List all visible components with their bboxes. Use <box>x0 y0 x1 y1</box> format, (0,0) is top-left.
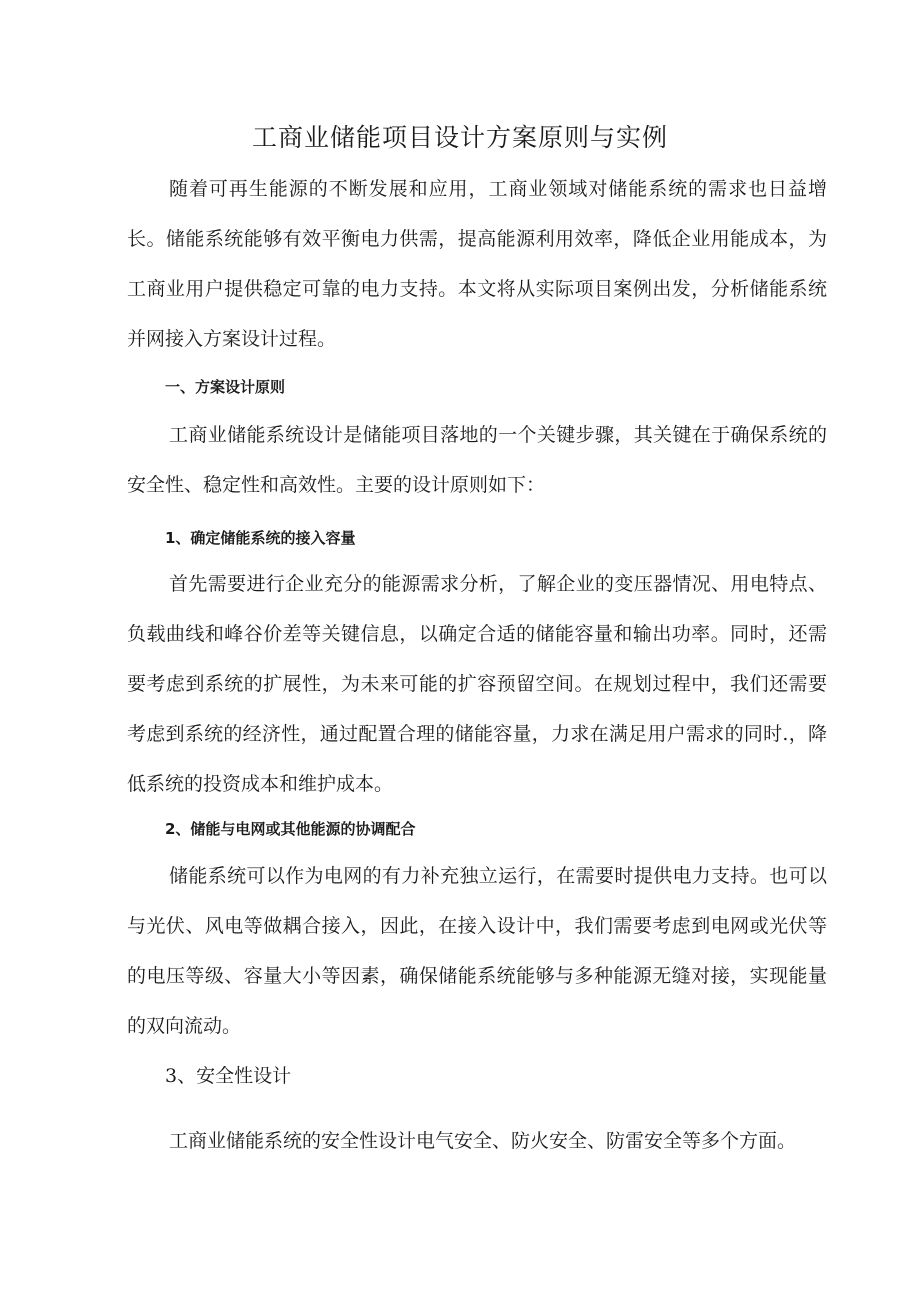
section-1-paragraph: 工商业储能系统设计是储能项目落地的一个关键步骤，其关键在于确保系统的安全性、稳定性和高效性。主要的设计原则如下： <box>127 424 827 496</box>
document-title: 工商业储能项目设计方案原则与实例 <box>251 123 668 152</box>
subsection-3-heading: 3、安全性设计 <box>165 1065 292 1087</box>
subsection-2-paragraph: 储能系统可以作为电网的有力补充独立运行，在需要时提供电力支持。也可以与光伏、风电等做耦合接入，因此，在接入设计中，我们需要考虑到电网或光伏等的电压等级、容量大小等因素，确保储能系统能够与多种能源无缝对接，实现能量的双向流动。 <box>127 865 827 1037</box>
subsection-1-paragraph: 首先需要进行企业充分的能源需求分析，了解企业的变压器情况、用电特点、负载曲线和峰谷价差等关键信息，以确定合适的储能容量和输出功率。同时，还需要考虑到系统的扩展性，为未来可能的扩容预留空间。在规划过程中，我们还需要考虑到系统的经济性，通过配置合理的储能容量，力求在满足用户需求的同时.，降低系统的投资成本和维护成本。 <box>127 573 827 795</box>
intro-paragraph: 随着可再生能源的不断发展和应用，工商业领域对储能系统的需求也日益增长。储能系统能够有效平衡电力供需，提高能源利用效率，降低企业用能成本，为工商业用户提供稳定可靠的电力支持。本文将从实际项目案例出发，分析储能系统并网接入方案设计过程。 <box>127 178 827 350</box>
subsection-1-heading: 1、确定储能系统的接入容量 <box>165 529 356 547</box>
subsection-3-paragraph: 工商业储能系统的安全性设计电气安全、防火安全、防雷安全等多个方面。 <box>169 1130 797 1152</box>
subsection-2-heading: 2、储能与电网或其他能源的协调配合 <box>165 820 416 838</box>
section-1-heading: 一、方案设计原则 <box>165 378 286 396</box>
